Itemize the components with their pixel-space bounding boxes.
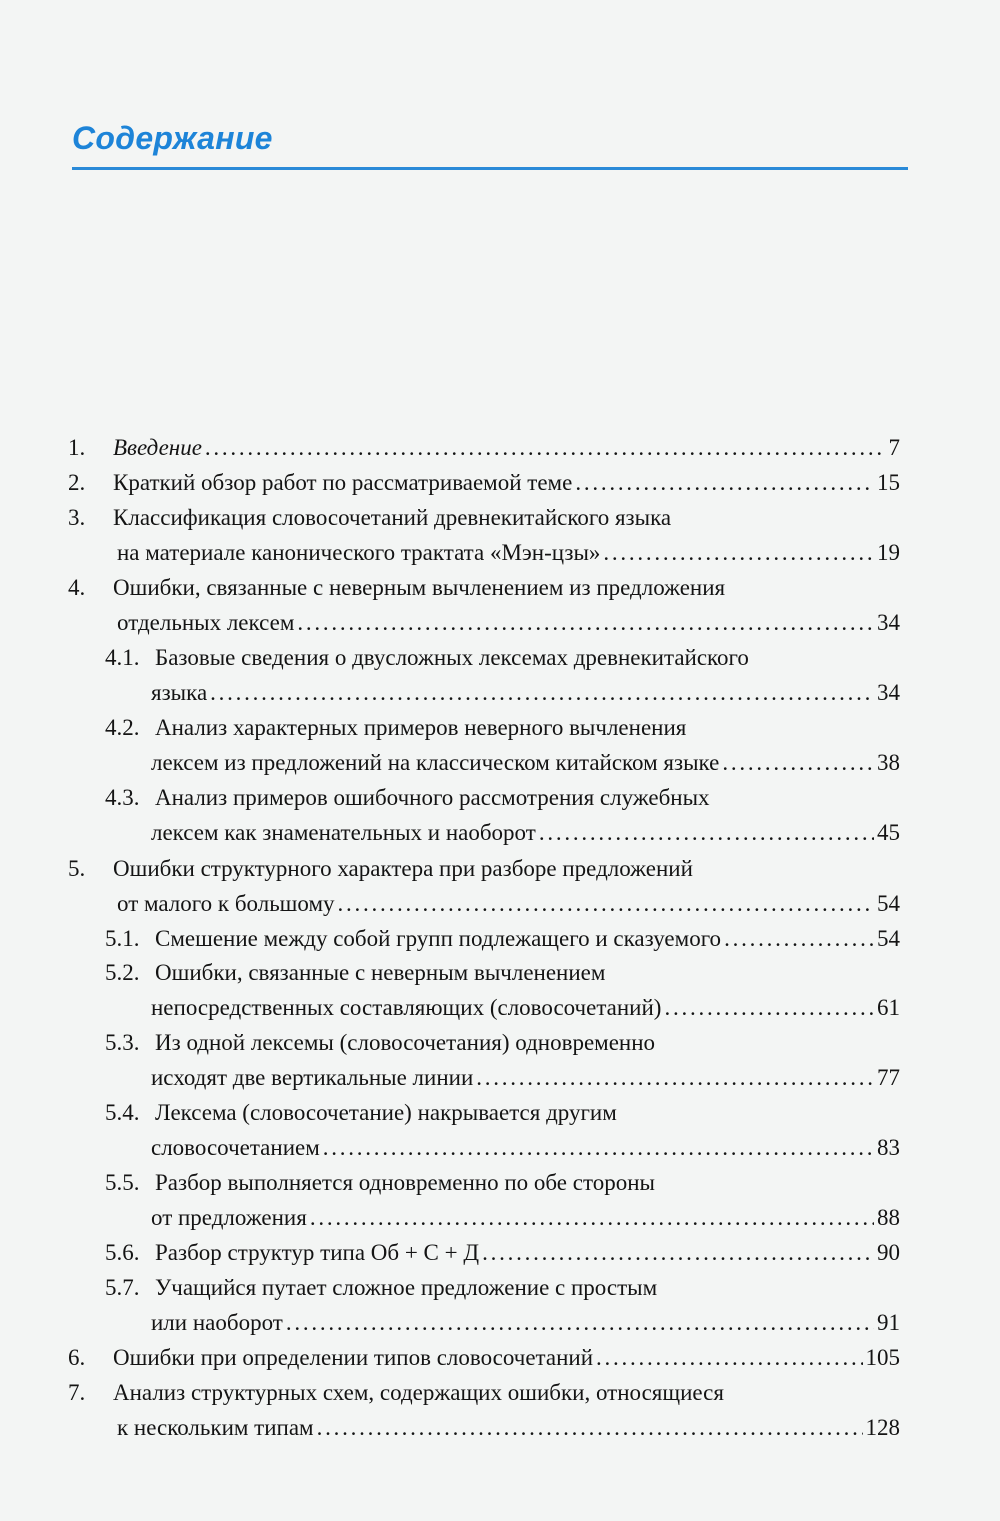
toc-entry-page-number: 128: [865, 1414, 900, 1440]
toc-entry-title: от предложения: [151, 1204, 307, 1230]
toc-entry[interactable]: [0, 432, 1000, 466]
toc-entry-title: непосредственных составляющих (словосочетаний): [151, 994, 662, 1020]
toc-entry-title: отдельных лексем: [117, 609, 295, 635]
toc-entry-title: Базовые сведения о двусложных лексемах древнекитайского: [155, 645, 749, 670]
dot-leader: [286, 1307, 874, 1339]
toc-entry-page-number: 19: [877, 539, 900, 565]
dot-leader: [664, 992, 874, 1024]
toc-entry[interactable]: [0, 642, 1000, 705]
toc-entry-number: 5.2.: [105, 960, 140, 985]
toc-entry[interactable]: [0, 782, 1000, 845]
toc-entry-number: 1.: [68, 435, 86, 460]
toc-entry[interactable]: [0, 467, 1000, 501]
toc-entry-page-number: 61: [877, 994, 900, 1020]
toc-entry-number: 2.: [68, 470, 86, 495]
dot-leader: [603, 537, 874, 569]
toc-entry-title: Ошибки, связанные с неверным вычленением из предложения: [113, 575, 726, 600]
dot-leader: [297, 607, 874, 639]
dot-leader: [323, 1132, 874, 1164]
toc-entry-title: Ошибки при определении типов словосочетаний: [113, 1345, 594, 1370]
toc-entry-title: Смешение между собой групп подлежащего и сказуемого: [155, 926, 722, 951]
toc-entry-number: 4.3.: [105, 785, 140, 810]
title-underline: [72, 167, 908, 170]
toc-entry-title: на материале канонического трактата «Мэн-цзы»: [117, 539, 601, 565]
toc-entry-number: 5.: [68, 856, 86, 881]
toc-entry-title: Из одной лексемы (словосочетания) одновременно: [155, 1030, 656, 1055]
toc-entry-title: лексем как знаменательных и наоборот: [151, 819, 536, 845]
dot-leader: [596, 1342, 862, 1374]
toc-entry[interactable]: [0, 1377, 1000, 1440]
toc-entry-number: 7.: [68, 1380, 86, 1405]
toc-entry-number: 5.1.: [105, 926, 140, 951]
toc-entry-title: Классификация словосочетаний древнекитайского языка: [113, 505, 672, 530]
dot-leader: [210, 677, 874, 709]
toc-entry-number: 6.: [68, 1345, 86, 1370]
toc-entry[interactable]: [0, 1027, 1000, 1090]
toc-entry-title: Ошибки структурного характера при разборе предложений: [113, 856, 693, 881]
toc-entry-title: исходят две вертикальные линии: [151, 1064, 474, 1090]
toc-entry-title: Краткий обзор работ по рассматриваемой теме: [113, 470, 573, 495]
toc-entry[interactable]: [0, 1237, 1000, 1271]
toc-entry-title: от малого к большому: [117, 890, 335, 916]
toc-entry-page-number: 38: [877, 749, 900, 775]
toc-entry-number: 5.6.: [105, 1240, 140, 1265]
toc-entry-title: Анализ характерных примеров неверного вычленения: [155, 715, 687, 740]
toc-entry-page-number: 88: [877, 1204, 900, 1230]
toc-entry-number: 4.2.: [105, 715, 140, 740]
toc-entry[interactable]: [0, 1097, 1000, 1160]
toc-entry-number: 5.7.: [105, 1275, 140, 1300]
dot-leader: [205, 432, 886, 464]
dot-leader: [338, 888, 874, 920]
toc-entry-number: 5.3.: [105, 1030, 140, 1055]
toc-entry[interactable]: [0, 853, 1000, 916]
toc-entry-page-number: 7: [888, 435, 900, 460]
toc-entry-number: 3.: [68, 505, 86, 530]
toc-entry[interactable]: [0, 502, 1000, 565]
toc-entry-page-number: 34: [877, 609, 900, 635]
toc-entry-page-number: 105: [865, 1345, 900, 1370]
toc-entry-title: Анализ структурных схем, содержащих ошибки, относящиеся: [113, 1380, 724, 1405]
toc-entry[interactable]: [0, 712, 1000, 775]
dot-leader: [722, 747, 874, 779]
dot-leader: [575, 467, 874, 499]
toc-entry-title: к нескольким типам: [117, 1414, 314, 1440]
page-title: Содержание: [72, 120, 273, 156]
toc-entry-title: Учащийся путает сложное предложение с простым: [155, 1275, 658, 1300]
dot-leader: [539, 817, 874, 849]
toc-entry-title: Лексема (словосочетание) накрывается другим: [155, 1100, 617, 1125]
dot-leader: [310, 1202, 874, 1234]
toc-entry-page-number: 90: [877, 1240, 900, 1265]
toc-entry-page-number: 54: [877, 890, 900, 916]
toc-entry-number: 4.1.: [105, 645, 140, 670]
toc-entry-title: лексем из предложений на классическом китайском языке: [151, 749, 720, 775]
toc-entry-page-number: 34: [877, 679, 900, 705]
toc-entry[interactable]: [0, 1167, 1000, 1230]
toc-entry-page-number: 91: [877, 1309, 900, 1335]
toc-entry[interactable]: [0, 1272, 1000, 1335]
toc-entry-title: Разбор структур типа Об + С + Д: [155, 1240, 480, 1265]
toc-entry-number: 4.: [68, 575, 86, 600]
dot-leader: [476, 1062, 874, 1094]
toc-entry-title: языка: [151, 679, 208, 705]
dot-leader: [482, 1237, 874, 1269]
toc-entry[interactable]: [0, 1342, 1000, 1376]
toc-entry[interactable]: [0, 572, 1000, 635]
toc-entry-title: Ошибки, связанные с неверным вычленением: [155, 960, 606, 985]
toc-entry-page-number: 54: [877, 926, 900, 951]
toc-entry-title: Введение: [113, 435, 202, 460]
toc-entry-title: Анализ примеров ошибочного рассмотрения служебных: [155, 785, 710, 810]
toc-entry-page-number: 45: [877, 819, 900, 845]
toc-entry-title: словосочетанием: [151, 1134, 320, 1160]
toc-entry-number: 5.4.: [105, 1100, 140, 1125]
dot-leader: [724, 923, 874, 955]
toc-entry-number: 5.5.: [105, 1170, 140, 1195]
toc-entry[interactable]: [0, 957, 1000, 1020]
toc-entry-title: Разбор выполняется одновременно по обе стороны: [155, 1170, 655, 1195]
toc-entry-page-number: 83: [877, 1134, 900, 1160]
toc-entry-page-number: 15: [877, 470, 900, 495]
toc-entry[interactable]: [0, 923, 1000, 957]
toc-entry-page-number: 77: [877, 1064, 900, 1090]
dot-leader: [317, 1412, 863, 1444]
toc-entry-title: или наоборот: [151, 1309, 283, 1335]
